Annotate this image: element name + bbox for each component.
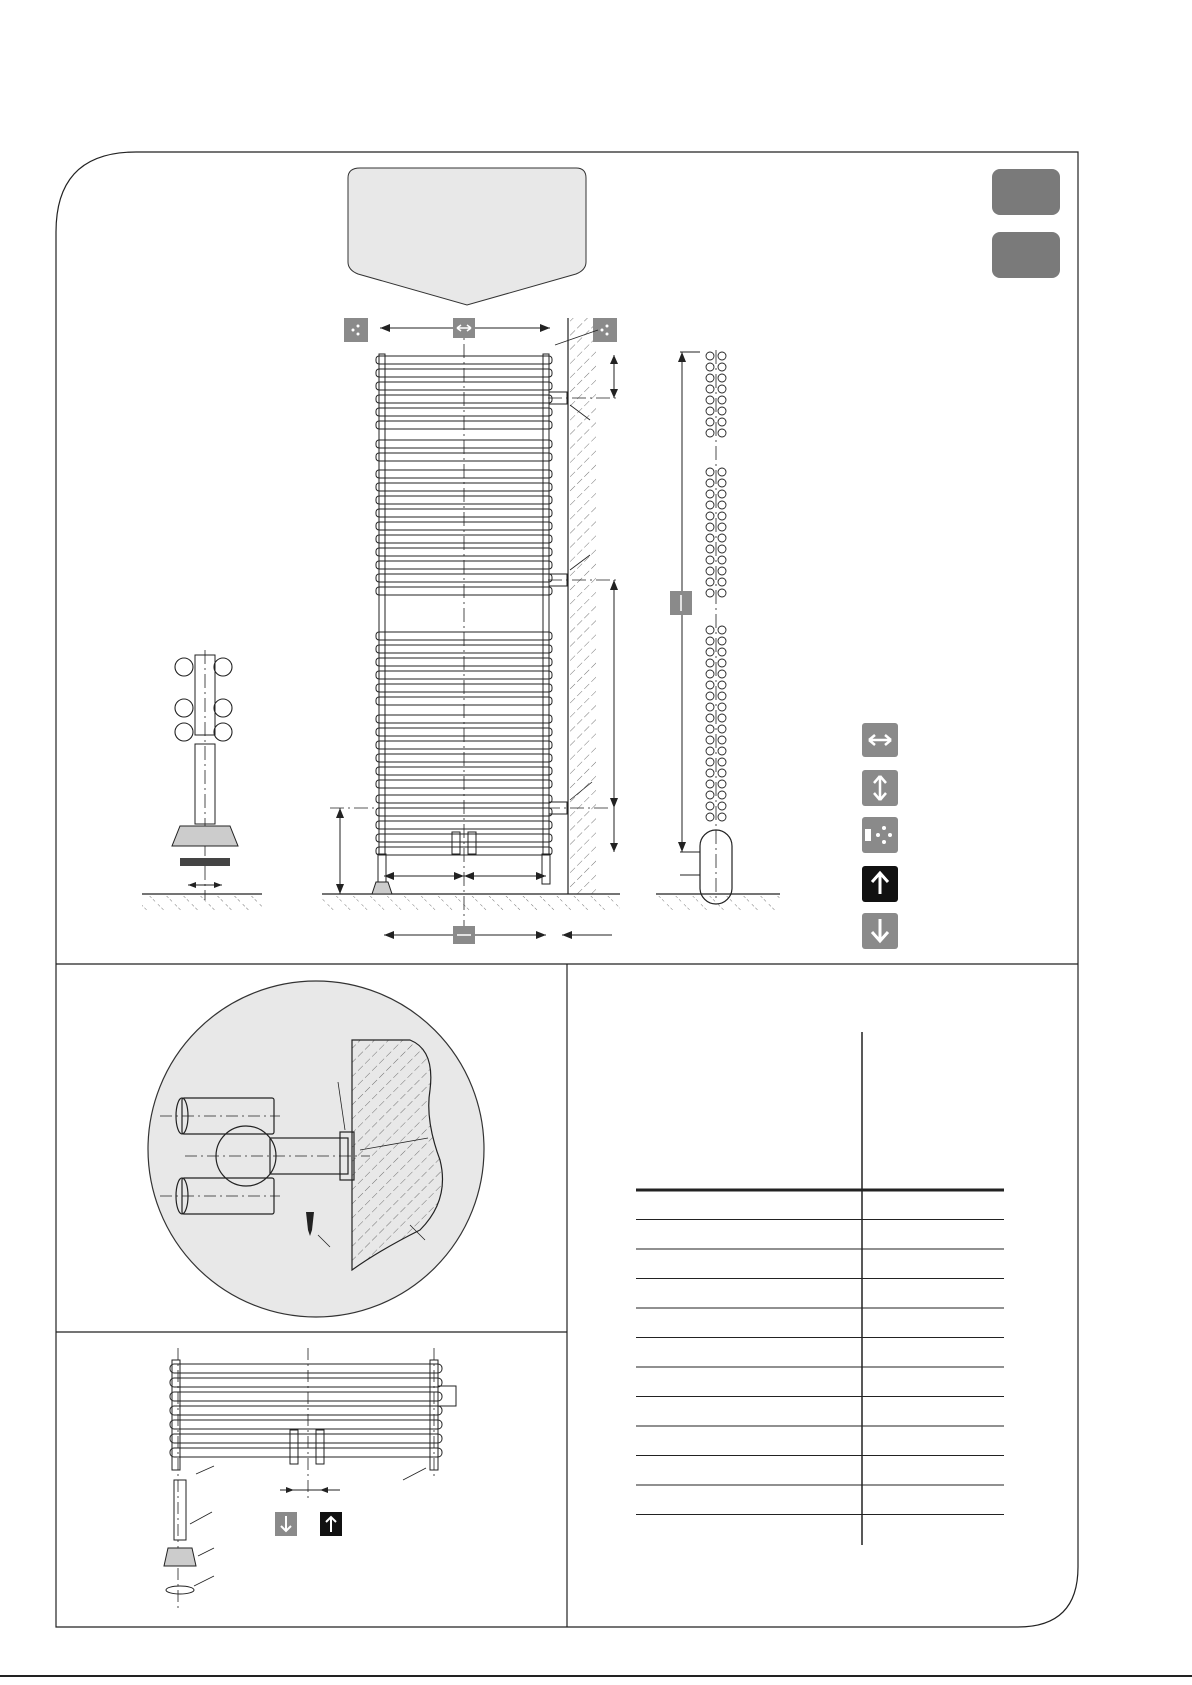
side-tube	[706, 813, 714, 821]
side-tube	[718, 736, 726, 744]
radiator-bar	[170, 1364, 442, 1373]
mounting-detail	[148, 981, 484, 1317]
side-tube	[706, 385, 714, 393]
side-tube	[718, 374, 726, 382]
side-tube	[718, 512, 726, 520]
side-tube	[706, 670, 714, 678]
side-tube	[718, 648, 726, 656]
side-tube	[718, 681, 726, 689]
radiator-bar	[170, 1448, 442, 1457]
side-view	[656, 350, 780, 912]
side-tube	[706, 479, 714, 487]
side-tube	[706, 802, 714, 810]
side-tube	[706, 648, 714, 656]
side-tube	[718, 352, 726, 360]
side-tube	[718, 578, 726, 586]
side-tube	[718, 659, 726, 667]
side-tube	[718, 396, 726, 404]
side-tube	[706, 714, 714, 722]
side-tube	[718, 670, 726, 678]
side-tube	[706, 736, 714, 744]
side-tube	[718, 637, 726, 645]
side-tube	[718, 418, 726, 426]
side-tube	[718, 780, 726, 788]
side-tube	[706, 490, 714, 498]
side-tube	[718, 545, 726, 553]
side-tube	[706, 780, 714, 788]
side-tube	[718, 802, 726, 810]
dimensions-table	[636, 1032, 1004, 1545]
side-tube	[718, 523, 726, 531]
front-view	[322, 318, 620, 944]
wall-bracket-icon	[344, 318, 368, 342]
radiator-bar	[170, 1378, 442, 1387]
tab-bottom[interactable]	[992, 232, 1060, 278]
side-tube	[706, 512, 714, 520]
radiator-bar	[170, 1406, 442, 1415]
side-tube	[706, 396, 714, 404]
side-tube	[706, 567, 714, 575]
side-tube	[718, 363, 726, 371]
side-tube	[706, 758, 714, 766]
side-tube	[718, 407, 726, 415]
side-tube	[706, 407, 714, 415]
side-tube	[706, 659, 714, 667]
side-tube	[706, 747, 714, 755]
side-tube	[706, 769, 714, 777]
side-tube	[718, 534, 726, 542]
side-tube	[706, 468, 714, 476]
side-tube	[718, 725, 726, 733]
side-tube	[706, 374, 714, 382]
radiator-bar	[170, 1392, 442, 1401]
side-tube	[718, 556, 726, 564]
side-tube	[706, 545, 714, 553]
side-tube	[718, 490, 726, 498]
legend	[862, 723, 898, 949]
side-tube	[718, 692, 726, 700]
side-tube	[718, 626, 726, 634]
radiator-bar	[170, 1420, 442, 1429]
side-tube	[718, 468, 726, 476]
side-tube	[706, 692, 714, 700]
side-tube	[706, 523, 714, 531]
side-tube	[718, 589, 726, 597]
side-tube	[718, 501, 726, 509]
side-tube	[706, 534, 714, 542]
side-tube	[718, 758, 726, 766]
side-tube	[706, 626, 714, 634]
side-tube	[718, 714, 726, 722]
side-tube	[718, 479, 726, 487]
radiator-bar	[170, 1434, 442, 1443]
side-tube	[718, 703, 726, 711]
tab-top[interactable]	[992, 169, 1060, 215]
side-tube	[706, 578, 714, 586]
side-tube	[718, 791, 726, 799]
side-tube	[718, 429, 726, 437]
title-callout	[348, 168, 586, 305]
side-tube	[706, 429, 714, 437]
connection-view	[164, 1348, 456, 1610]
side-tube	[706, 589, 714, 597]
side-tube	[706, 703, 714, 711]
side-tube	[718, 385, 726, 393]
side-tube	[706, 418, 714, 426]
side-tube	[706, 352, 714, 360]
side-tube	[718, 747, 726, 755]
wall-bracket-icon	[593, 318, 617, 342]
side-tube	[706, 791, 714, 799]
side-tube	[718, 769, 726, 777]
side-tube	[706, 363, 714, 371]
side-tube	[718, 813, 726, 821]
side-tube	[706, 725, 714, 733]
side-tube	[706, 501, 714, 509]
side-tube	[706, 556, 714, 564]
left-detail-view	[142, 650, 262, 912]
side-tube	[706, 681, 714, 689]
side-tube	[706, 637, 714, 645]
side-tube	[718, 567, 726, 575]
